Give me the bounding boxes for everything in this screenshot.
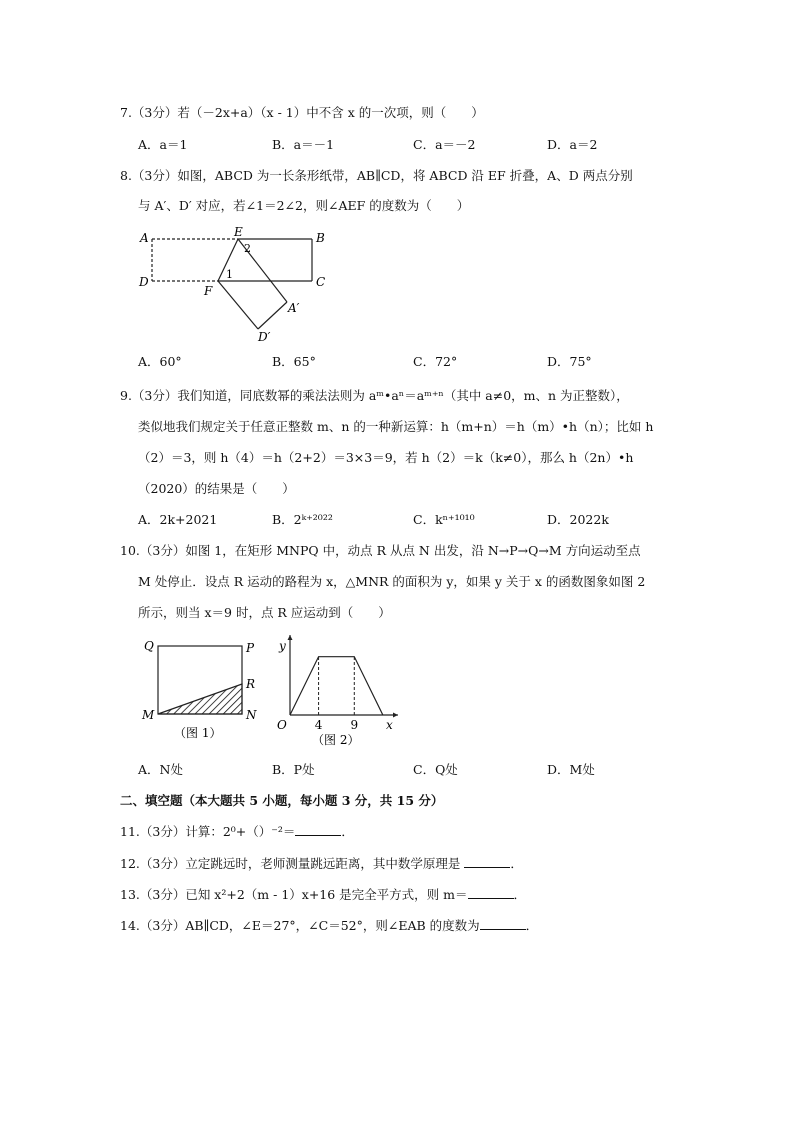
- fig2-axis-label-x: x: [386, 718, 393, 732]
- fig1-label-q: Q: [144, 639, 154, 653]
- fig1-label-p: P: [246, 641, 255, 655]
- fig8-label-c: C: [316, 275, 326, 289]
- q8-stem-line1: 8.（3分）如图，ABCD 为一长条形纸带，AB∥CD，将 ABCD 沿 EF 折叠，A、D 两点分别: [120, 168, 633, 183]
- q7-option-a: A．a＝1: [138, 137, 188, 152]
- fig1-label-n: N: [246, 708, 257, 722]
- q10-figure-2-chart: [270, 632, 400, 750]
- q10-option-a: A．N处: [138, 762, 183, 777]
- fig8-label-a: A: [140, 231, 149, 245]
- q10-option-d: D．M处: [547, 762, 595, 777]
- q7-stem: 7.（3分）若（－2x+a）（x - 1）中不含 x 的一次项，则（ ）: [120, 105, 484, 120]
- fig8-label-d-prime: D′: [258, 330, 271, 344]
- q8-option-c: C．72°: [413, 354, 458, 369]
- fig2-origin-label: O: [277, 718, 287, 732]
- q10-stem-line2: M 处停止．设点 R 运动的路程为 x，△MNR 的面积为 y，如果 y 关于 x 的函数图象如图 2: [138, 574, 646, 589]
- q14-text: 14.（3分）AB∥CD，∠E＝27°，∠C＝52°，则∠EAB 的度数为: [120, 918, 480, 933]
- q8-option-d: D．75°: [547, 354, 592, 369]
- q8-fold-figure: [130, 224, 330, 346]
- q12-text: 12.（3分）立定跳远时，老师测量跳远距离，其中数学原理是: [120, 856, 461, 871]
- q9-stem-line1: 9.（3分）我们知道，同底数幂的乘法法则为 aᵐ•aⁿ＝aᵐ⁺ⁿ（其中 a≠0，m、n 为正整数），: [120, 388, 629, 403]
- q11: [120, 822, 354, 840]
- q13-suffix: ．: [513, 887, 527, 902]
- q11-text: 11.（3分）计算：2⁰+（）⁻²＝: [120, 824, 296, 839]
- q13-answer-blank[interactable]: [468, 888, 514, 899]
- q7-option-b: B．a＝－1: [272, 137, 335, 152]
- fig8-label-b: B: [316, 231, 325, 245]
- fig2-caption: （图 2）: [312, 733, 360, 747]
- q10-option-b: B．P处: [272, 762, 315, 777]
- q9-stem-line4: （2020）的结果是（ ）: [138, 481, 295, 496]
- q12-suffix: ．: [510, 856, 523, 871]
- q12-answer-blank[interactable]: [464, 857, 510, 868]
- q14: [120, 916, 538, 934]
- q10-option-c: C．Q处: [413, 762, 458, 777]
- q10-stem-line1: 10.（3分）如图 1，在矩形 MNPQ 中，动点 R 从点 N 出发，沿 N→P→Q→M 方向运动至点: [120, 543, 641, 558]
- q9-stem-line3: （2）＝3，则 h（4）＝h（2+2）＝3×3＝9，若 h（2）＝k（k≠0），那么 h（2n）•h: [138, 450, 634, 465]
- q8-stem-line2: 与 A′、D′ 对应，若∠1＝2∠2，则∠AEF 的度数为（ ）: [138, 198, 470, 213]
- q9-option-c: C．kⁿ⁺¹⁰¹⁰: [413, 512, 475, 527]
- q11-answer-blank[interactable]: [295, 825, 341, 836]
- fig8-label-f: F: [204, 284, 213, 298]
- q14-answer-blank[interactable]: [480, 919, 526, 930]
- q10-figure-1: [138, 636, 268, 748]
- fig8-label-e: E: [234, 225, 243, 239]
- q7-option-c: C．a＝－2: [413, 137, 476, 152]
- fig2-axis-label-y: y: [279, 639, 286, 653]
- q10-stem-line3: 所示，则当 x＝9 时，点 R 应运动到（ ）: [138, 605, 391, 620]
- fig2-tick-9: 9: [350, 718, 359, 732]
- q8-option-a: A．60°: [138, 354, 182, 369]
- q9-option-d: D．2022k: [547, 512, 609, 527]
- fig8-angle-2: 2: [244, 242, 251, 255]
- q14-suffix: ．: [525, 918, 539, 933]
- q11-suffix: ．: [341, 824, 354, 839]
- q12: [120, 854, 523, 872]
- q13: [120, 885, 526, 903]
- fig1-label-m: M: [142, 708, 155, 722]
- fig2-tick-4: 4: [314, 718, 323, 732]
- fig8-angle-1: 1: [226, 268, 233, 281]
- fig2-series-line: [290, 657, 383, 715]
- q13-text: 13.（3分）已知 x²+2（m - 1）x+16 是完全平方式，则 m＝: [120, 887, 468, 902]
- fig2-x-arrow: [393, 713, 398, 718]
- fig1-caption: （图 1）: [174, 726, 222, 740]
- fig8-label-d: D: [139, 275, 149, 289]
- q9-option-a: A．2k+2021: [138, 512, 218, 527]
- fig8-label-a-prime: A′: [288, 301, 300, 315]
- q9-stem-line2: 类似地我们规定关于任意正整数 m、n 的一种新运算：h（m+n）＝h（m）•h（n）；比如 h: [138, 419, 654, 434]
- fig1-label-r: R: [246, 677, 256, 691]
- q9-option-b: B．2ᵏ⁺²⁰²²: [272, 512, 333, 527]
- q7-option-d: D．a＝2: [547, 137, 598, 152]
- q8-option-b: B．65°: [272, 354, 316, 369]
- section-2-title: 二、填空题（本大题共 5 小题，每小题 3 分，共 15 分）: [120, 793, 444, 808]
- fig2-y-arrow: [288, 635, 293, 640]
